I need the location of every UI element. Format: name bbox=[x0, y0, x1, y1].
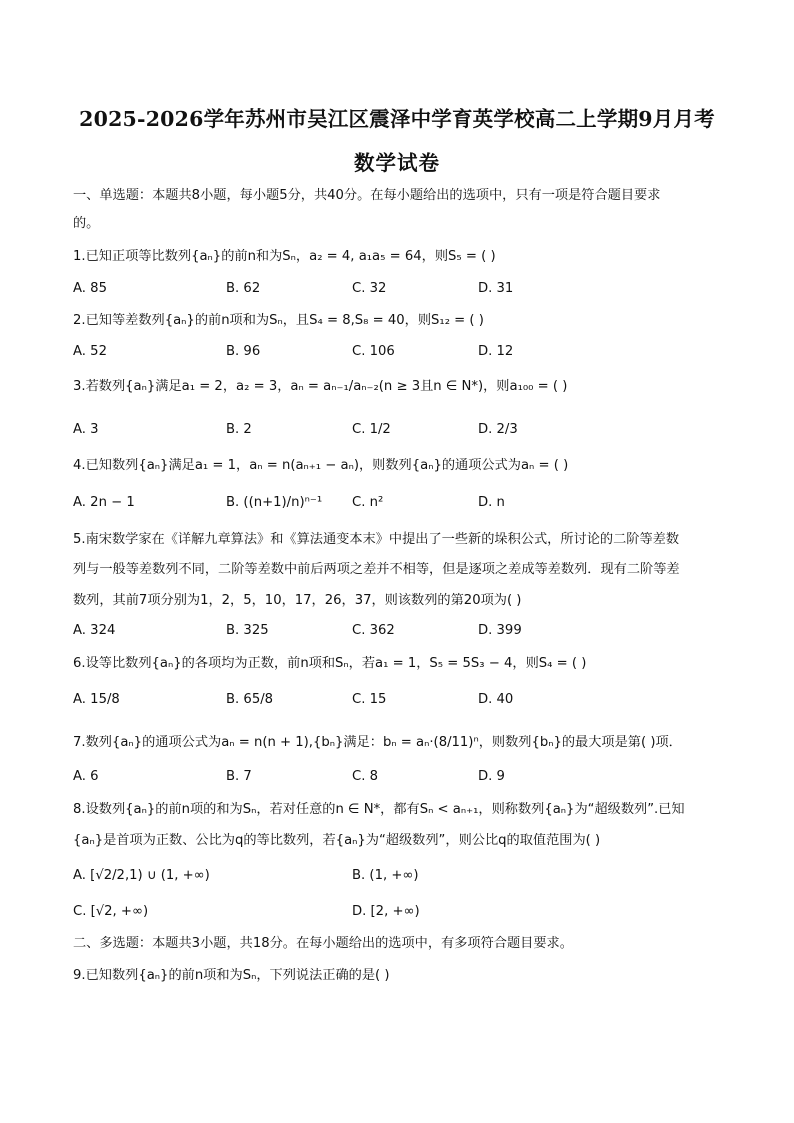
section-1-heading: 一、单选题：本题共8小题，每小题5分，共40分。在每小题给出的选项中，只有一项是符合题目要求 bbox=[73, 188, 661, 203]
question-7-stem: 7.数列{aₙ}的通项公式为aₙ = n(n + 1),{bₙ}满足：bₙ = aₙ·(8/11)ⁿ，则数列{bₙ}的最大项是第( )项． bbox=[73, 735, 682, 750]
q1-option-c: C. 32 bbox=[352, 281, 387, 296]
q4-option-a: A. 2n − 1 bbox=[73, 495, 135, 510]
q1-option-b: B. 62 bbox=[226, 281, 261, 296]
section-2-heading: 二、多选题：本题共3小题，共18分。在每小题给出的选项中，有多项符合题目要求。 bbox=[73, 936, 573, 951]
question-1-stem: 1.已知正项等比数列{aₙ}的前n和为Sₙ，a₂ = 4, a₁a₅ = 64，则S₅ = ( ) bbox=[73, 249, 496, 264]
question-6-stem: 6.设等比数列{aₙ}的各项均为正数，前n项和Sₙ，若a₁ = 1，S₅ = 5S₃ − 4，则S₄ = ( ) bbox=[73, 656, 587, 671]
q5-option-b: B. 325 bbox=[226, 623, 269, 638]
q6-option-a: A. 15/8 bbox=[73, 692, 120, 707]
section-1-heading-cont: 的。 bbox=[73, 216, 100, 231]
q6-option-b: B. 65/8 bbox=[226, 692, 274, 707]
question-3-stem: 3.若数列{aₙ}满足a₁ = 2，a₂ = 3，aₙ = aₙ₋₁/aₙ₋₂(n ≥ 3且n ∈ N*)，则a₁₀₀ = ( ) bbox=[73, 379, 568, 394]
question-2-stem: 2.已知等差数列{aₙ}的前n项和为Sₙ，且S₄ = 8,S₈ = 40，则S₁₂ = ( ) bbox=[73, 313, 484, 328]
exam-subtitle: 数学试卷 bbox=[354, 151, 440, 175]
q3-option-a: A. 3 bbox=[73, 422, 99, 437]
q7-option-c: C. 8 bbox=[352, 769, 378, 784]
q2-option-a: A. 52 bbox=[73, 344, 107, 359]
q8-option-c: C. [√2, +∞) bbox=[73, 904, 149, 919]
q2-option-d: D. 12 bbox=[478, 344, 514, 359]
question-8-line-2: {aₙ}是首项为正数、公比为q的等比数列，若{aₙ}为“超级数列”，则公比q的取值范围为( ) bbox=[73, 833, 601, 848]
question-5-line-3: 数列，其前7项分别为1，2，5，10，17，26，37，则该数列的第20项为( ) bbox=[73, 593, 522, 608]
q2-option-c: C. 106 bbox=[352, 344, 395, 359]
q5-option-a: A. 324 bbox=[73, 623, 116, 638]
q3-option-d: D. 2/3 bbox=[478, 422, 518, 437]
q4-option-b: B. ((n+1)/n)ⁿ⁻¹ bbox=[226, 495, 323, 510]
q5-option-d: D. 399 bbox=[478, 623, 522, 638]
q3-option-b: B. 2 bbox=[226, 422, 252, 437]
question-8-line-1: 8.设数列{aₙ}的前n项的和为Sₙ，若对任意的n ∈ N*，都有Sₙ < aₙ₊₁，则称数列{aₙ}为“超级数列”.已知 bbox=[73, 802, 685, 817]
q7-option-d: D. 9 bbox=[478, 769, 505, 784]
q7-option-a: A. 6 bbox=[73, 769, 99, 784]
q8-option-d: D. [2, +∞) bbox=[352, 904, 420, 919]
q4-option-d: D. n bbox=[478, 495, 505, 510]
question-5-line-2: 列与一般等差数列不同，二阶等差数中前后两项之差并不相等，但是逐项之差成等差数列．现有二阶等差 bbox=[73, 562, 680, 577]
q5-option-c: C. 362 bbox=[352, 623, 395, 638]
q2-option-b: B. 96 bbox=[226, 344, 261, 359]
q6-option-c: C. 15 bbox=[352, 692, 387, 707]
exam-title: 2025-2026学年苏州市吴江区震泽中学育英学校高二上学期9月月考 bbox=[79, 107, 715, 131]
q1-option-a: A. 85 bbox=[73, 281, 107, 296]
question-4-stem: 4.已知数列{aₙ}满足a₁ = 1，aₙ = n(aₙ₊₁ − aₙ)，则数列{aₙ}的通项公式为aₙ = ( ) bbox=[73, 458, 569, 473]
q8-option-b: B. (1, +∞) bbox=[352, 868, 419, 883]
q4-option-c: C. n² bbox=[352, 495, 384, 510]
q8-option-a: A. [√2/2,1) ∪ (1, +∞) bbox=[73, 868, 210, 883]
q3-option-c: C. 1/2 bbox=[352, 422, 391, 437]
q6-option-d: D. 40 bbox=[478, 692, 514, 707]
question-9-stem: 9.已知数列{aₙ}的前n项和为Sₙ，下列说法正确的是( ) bbox=[73, 968, 390, 983]
question-5-line-1: 5.南宋数学家在《详解九章算法》和《算法通变本末》中提出了一些新的垛积公式，所讨论的二阶等差数 bbox=[73, 532, 680, 547]
q1-option-d: D. 31 bbox=[478, 281, 514, 296]
q7-option-b: B. 7 bbox=[226, 769, 252, 784]
